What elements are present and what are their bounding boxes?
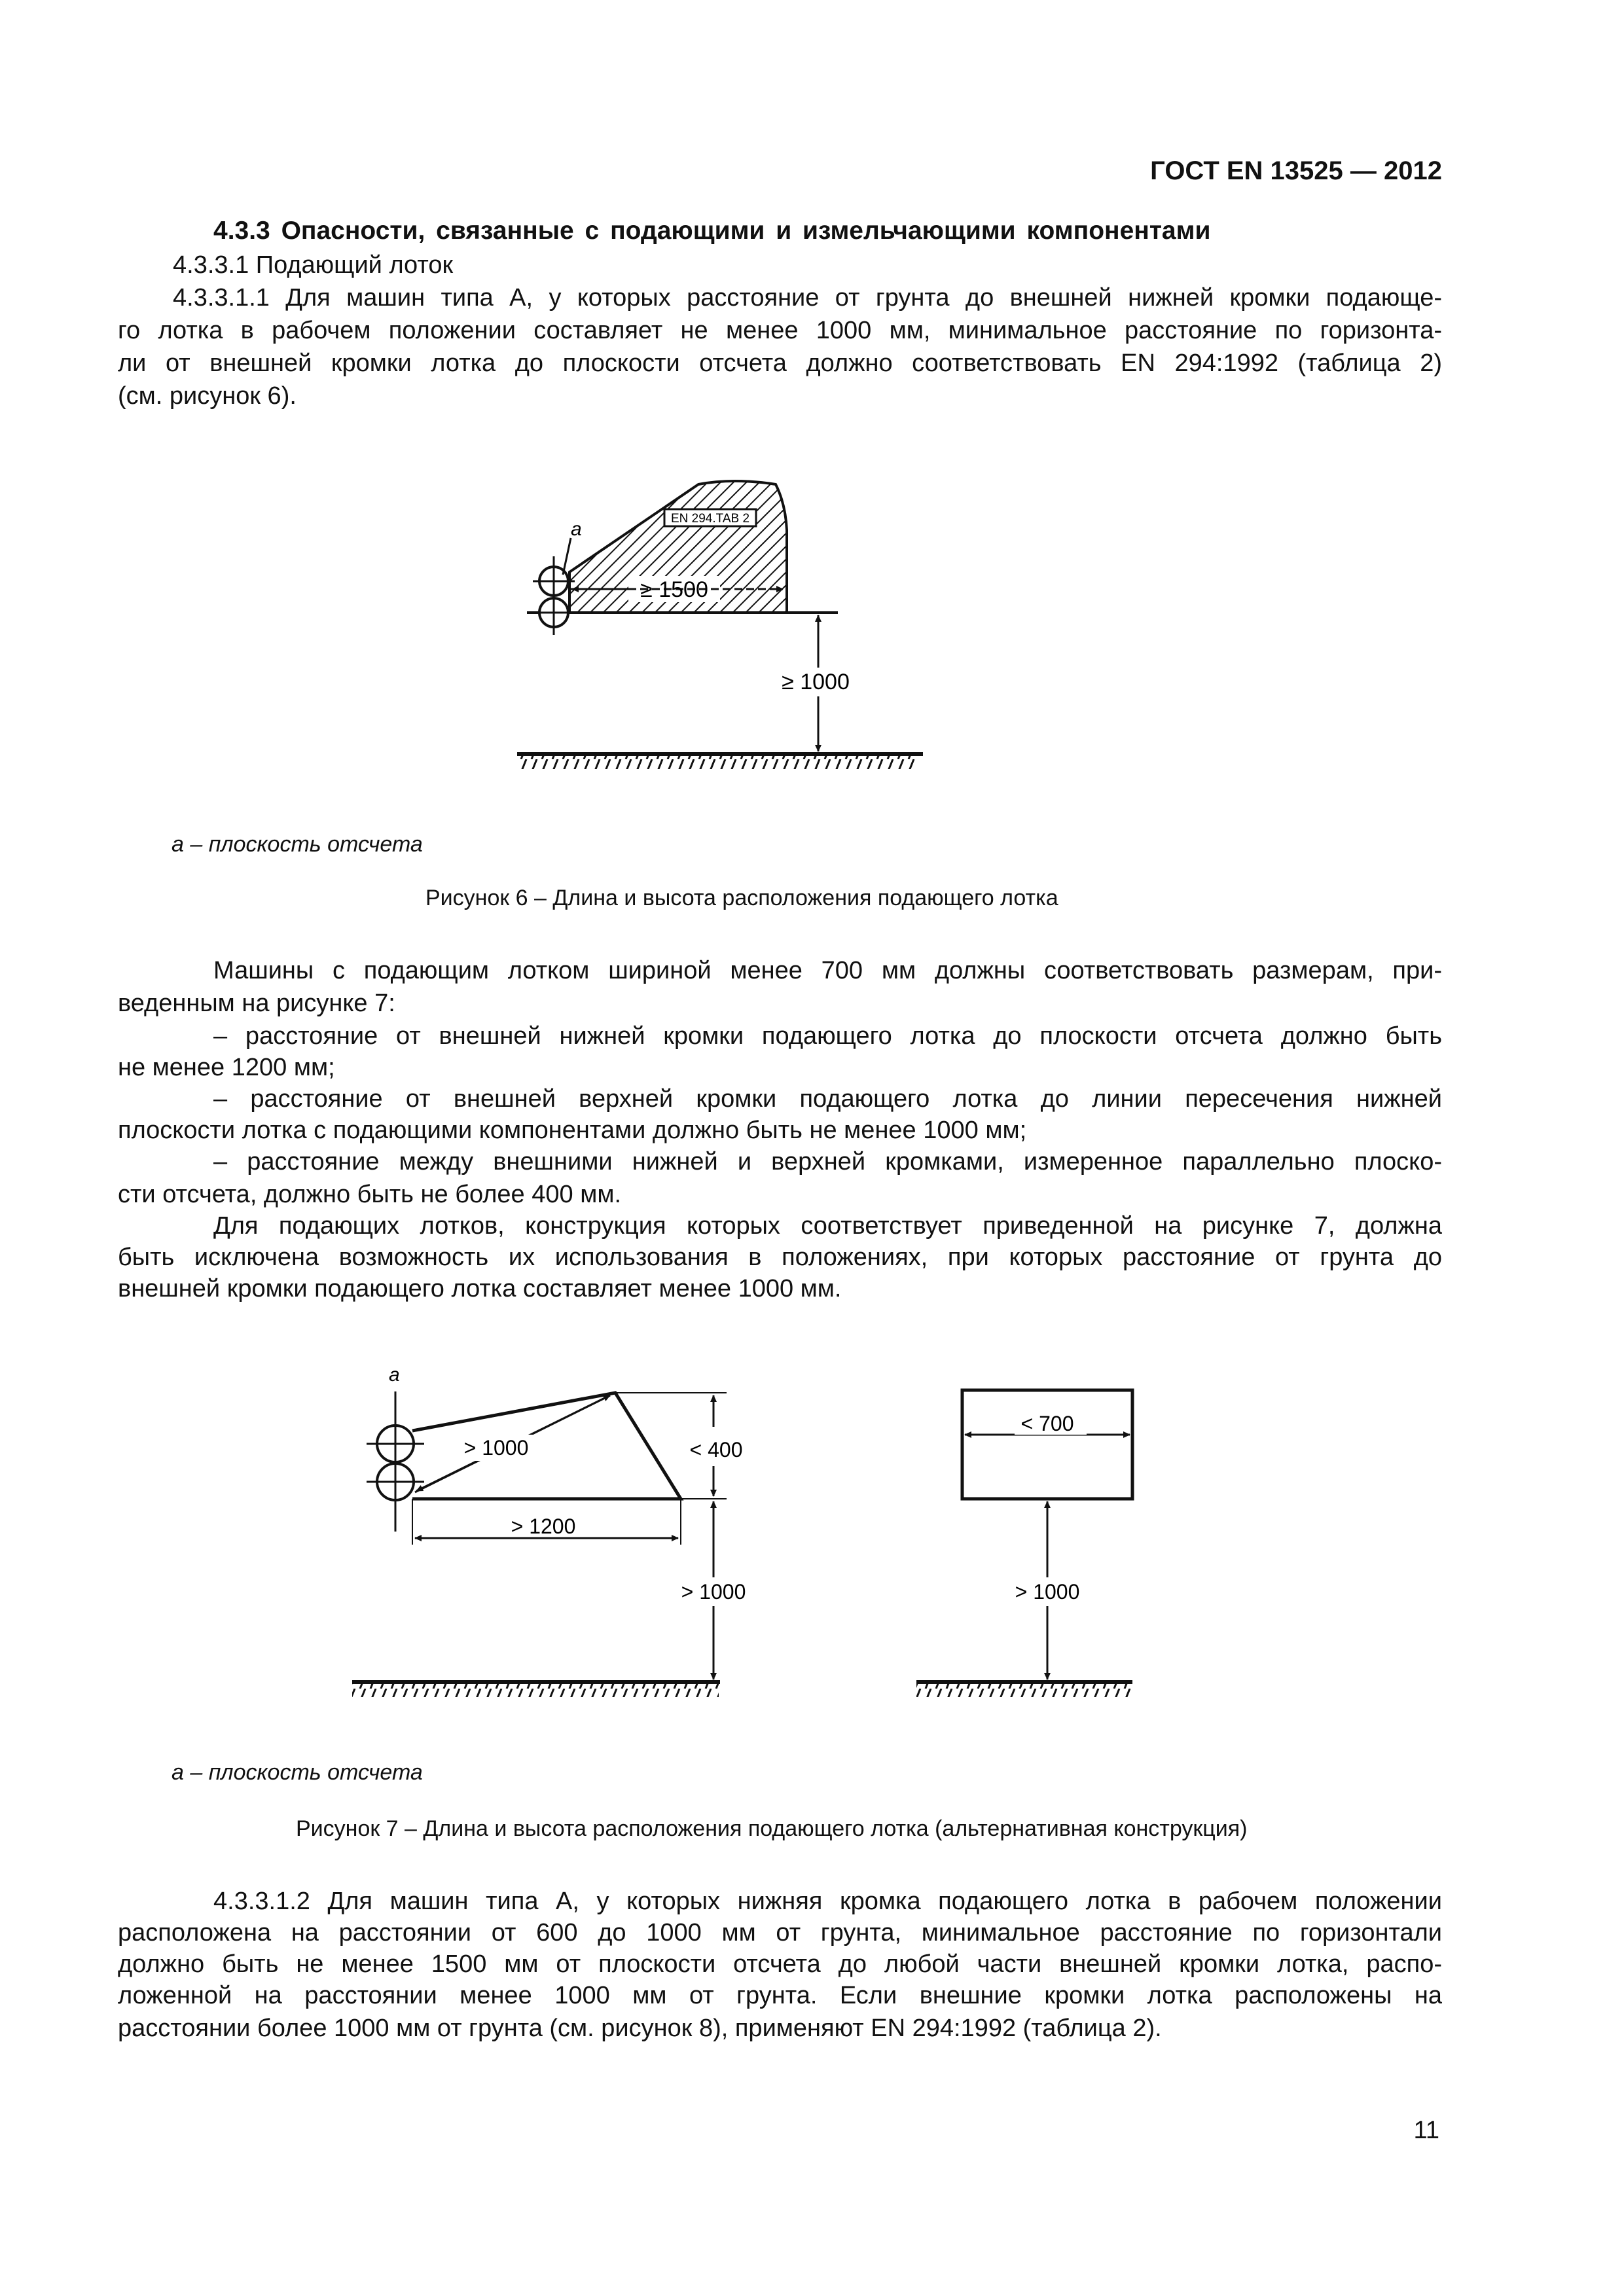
figure-6-note: a – плоскость отсчета xyxy=(171,832,423,857)
dim-diag-1000: > 1000 xyxy=(463,1436,529,1460)
subsection-heading: 4.3.3.1 Подающий лоток xyxy=(173,251,454,279)
en294-tab-label: EN 294.TAB 2 xyxy=(670,512,750,526)
paragraph-line: не менее 1200 мм; xyxy=(118,1054,335,1081)
paragraph-line: плоскости лотка с подающими компонентами должно быть не менее 1000 мм; xyxy=(118,1117,1027,1144)
dim-length-1500: ≥ 1500 xyxy=(640,577,708,602)
paragraph-line: (см. рисунок 6). xyxy=(118,382,297,410)
figure-7-caption: Рисунок 7 – Длина и высота расположения подающего лотка (альтернативная конструкция) xyxy=(296,1816,1248,1841)
figure-6-diagram xyxy=(497,458,943,798)
figure-6-caption: Рисунок 6 – Длина и высота расположения подающего лотка xyxy=(425,886,1058,910)
figure-7-note: a – плоскость отсчета xyxy=(171,1760,423,1785)
section-heading: 4.3.3 Опасности, связанные с подающими и измельчающими компонентами xyxy=(213,217,1211,245)
paragraph-line: – расстояние между внешними нижней и верхней кромками, измеренное параллельно плоско- xyxy=(213,1148,1442,1175)
page-number: 11 xyxy=(1413,2117,1439,2144)
paragraph-line: расстоянии более 1000 мм от грунта (см. рисунок 8), применяют EN 294:1992 (таблица 2). xyxy=(118,2015,1162,2042)
paragraph-line: 4.3.3.1.1 Для машин типа А, у которых расстояние от грунта до внешней нижней кромки подающе- xyxy=(173,284,1442,312)
paragraph-line: Для подающих лотков, конструкция которых соответствует приведенной на рисунке 7, должна xyxy=(213,1212,1442,1240)
dim-len-1200: > 1200 xyxy=(511,1515,576,1538)
paragraph-line: веденным на рисунке 7: xyxy=(118,990,395,1017)
label-a: a xyxy=(389,1364,400,1386)
paragraph-line: быть исключена возможность их использования в положениях, при которых расстояние от грунта до xyxy=(118,1244,1442,1271)
paragraph-line: го лотка в рабочем положении составляет не менее 1000 мм, минимальное расстояние по горизонта- xyxy=(118,317,1442,344)
dim-width-700: < 700 xyxy=(1020,1412,1074,1435)
paragraph-line: должно быть не менее 1500 мм от плоскости отсчета до любой части внешней кромки лотка, распо- xyxy=(118,1950,1442,1978)
paragraph-line: ложенной на расстоянии менее 1000 мм от грунта. Если внешние кромки лотка расположены на xyxy=(118,1982,1442,2009)
figure-7-diagram xyxy=(347,1361,1218,1728)
paragraph-line: – расстояние от внешней верхней кромки подающего лотка до линии пересечения нижней xyxy=(213,1085,1442,1113)
paragraph-line: Машины с подающим лотком шириной менее 700 мм должны соответствовать размерам, при- xyxy=(213,957,1442,984)
dim-vert-400: < 400 xyxy=(689,1438,743,1462)
paragraph-line: – расстояние от внешней нижней кромки подающего лотка до плоскости отсчета должно быть xyxy=(213,1022,1442,1050)
paragraph-line: внешней кромки подающего лотка составляет менее 1000 мм. xyxy=(118,1275,842,1302)
paragraph-line: 4.3.3.1.2 Для машин типа А, у которых нижняя кромка подающего лотка в рабочем положении xyxy=(213,1888,1442,1915)
dim-height-1000: ≥ 1000 xyxy=(782,670,850,694)
paragraph-line: расположена на расстоянии от 600 до 1000 мм от грунта, минимальное расстояние по горизонтали xyxy=(118,1919,1442,1946)
paragraph-line: сти отсчета, должно быть не более 400 мм. xyxy=(118,1181,622,1208)
paragraph-line: ли от внешней кромки лотка до плоскости отсчета должно соответствовать EN 294:1992 (таблица 2) xyxy=(118,350,1442,377)
dim-height-left-1000: > 1000 xyxy=(681,1580,746,1604)
dim-height-right-1000: > 1000 xyxy=(1015,1580,1080,1604)
document-standard-number: ГОСТ EN 13525 — 2012 xyxy=(1150,156,1442,185)
label-a: a xyxy=(571,518,582,540)
